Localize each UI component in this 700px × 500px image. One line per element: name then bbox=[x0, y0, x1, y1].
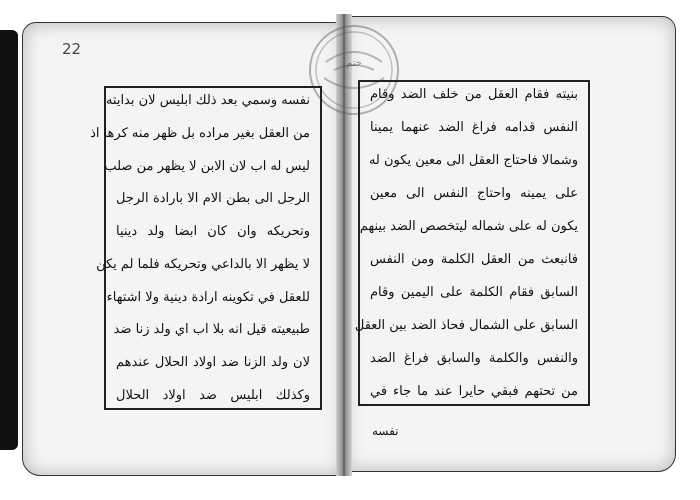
text-line: للعقل في تكوينه ارادة دينية ولا اشتهاء bbox=[106, 289, 310, 305]
text-line: نفسه وسمي بعد ذلك ابليس لان بدايته bbox=[105, 93, 310, 108]
text-line: فانبعث من العقل الكلمة ومن النفس bbox=[370, 252, 578, 267]
text-line: وشمالا فاحتاج العقل الى معين يكون له bbox=[368, 153, 578, 168]
right-text-block bbox=[354, 80, 590, 406]
text-line: لا يظهر الا بالداعي وتحريكه فلما لم يكن bbox=[96, 256, 310, 272]
text-line: الرجل الى بطن الام الا بارادة الرجل bbox=[116, 191, 310, 207]
seal-text: ختم bbox=[346, 58, 362, 69]
text-line: وكذلك ابليس ضد اولاد الحلال bbox=[116, 387, 310, 403]
text-line: بنيته فقام العقل من خلف الضد وقام bbox=[370, 87, 578, 102]
page-number: 22 bbox=[62, 40, 82, 58]
text-line: والنفس والكلمة والسابق فراغ الضد bbox=[370, 351, 578, 366]
text-line: لان ولد الزنا ضد اولاد الحلال عندهم bbox=[116, 355, 310, 371]
text-line: من تحتهم فبقي حايرا عند ما جاء في bbox=[370, 384, 578, 399]
text-line: من العقل بغير مراده بل ظهر منه كرها اذ bbox=[90, 125, 310, 141]
text-line: وتحريكه وان كان ابضا ولد دينيا bbox=[116, 224, 310, 240]
text-line: السابق على الشمال فحاذ الضد بين العقل bbox=[354, 318, 578, 333]
text-line: على يمينه واحتاج النفس الى معين bbox=[370, 186, 578, 201]
text-line: يكون له على شماله ليتخصص الضد بينهم bbox=[359, 219, 578, 234]
text-line: طبيعيته قيل انه بلا اب اي ولد زنا ضد bbox=[113, 322, 310, 338]
book-cover-edge bbox=[0, 30, 18, 450]
left-text-block bbox=[90, 86, 322, 410]
text-line: السابق فقام الكلمة على اليمين وقام bbox=[370, 285, 578, 300]
catchword: نفسه bbox=[372, 424, 399, 438]
text-line: ليس له اب لان الابن لا يظهر من صلب bbox=[104, 158, 310, 174]
text-line: النفس قدامه فراغ الضد عنهما يمينا bbox=[370, 120, 578, 135]
